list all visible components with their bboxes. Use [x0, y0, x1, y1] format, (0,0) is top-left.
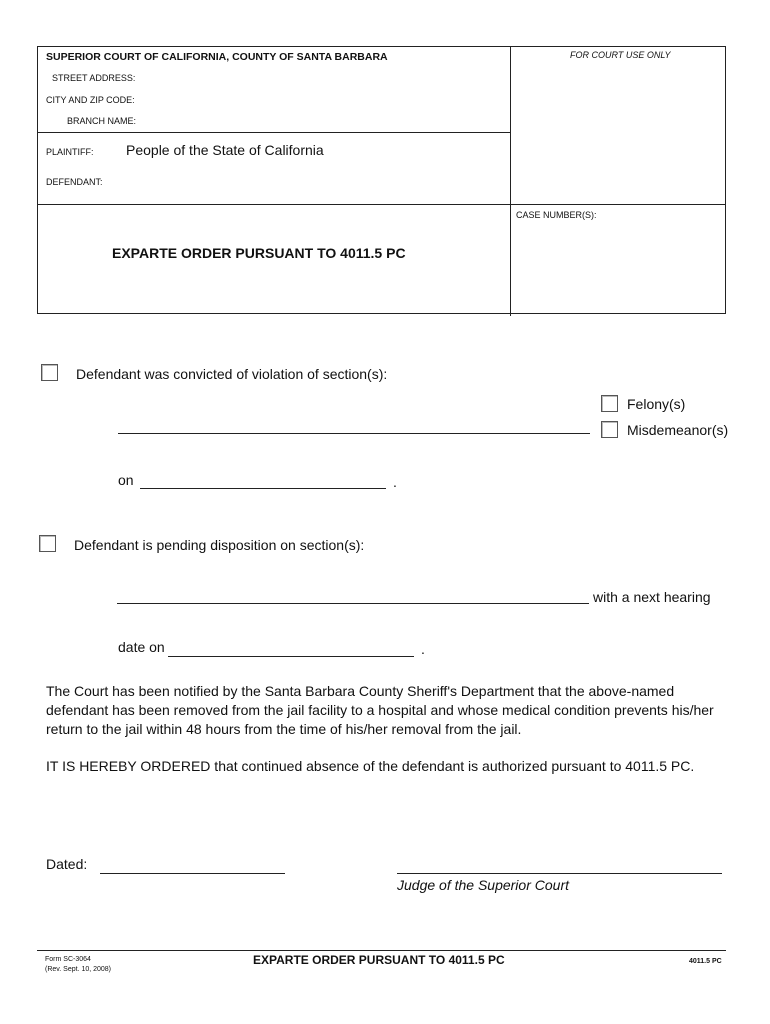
next-hearing-label: with a next hearing	[593, 589, 711, 605]
convicted-sections-field[interactable]	[118, 433, 590, 434]
footer-rule	[37, 950, 726, 951]
judge-label: Judge of the Superior Court	[397, 877, 569, 893]
case-number-label: CASE NUMBER(S):	[516, 210, 597, 220]
misdemeanor-checkbox[interactable]	[601, 421, 618, 438]
branch-name-label: BRANCH NAME:	[67, 116, 137, 126]
conviction-date-period: .	[393, 474, 397, 490]
footer-code: 4011.5 PC	[689, 958, 722, 965]
defendant-label: DEFENDANT:	[46, 177, 103, 187]
on-label: on	[118, 472, 134, 488]
conviction-date-field[interactable]	[140, 488, 386, 489]
felony-checkbox[interactable]	[601, 395, 618, 412]
felony-label: Felony(s)	[627, 396, 686, 412]
city-zip-label: CITY AND ZIP CODE:	[46, 95, 135, 105]
form-revision: (Rev. Sept. 10, 2008)	[45, 966, 112, 973]
court-use-label: FOR COURT USE ONLY	[570, 50, 671, 60]
dated-field[interactable]	[100, 873, 285, 874]
hearing-date-period: .	[421, 641, 425, 657]
date-on-label: date on	[118, 639, 165, 655]
form-number: Form SC-3064	[45, 956, 91, 963]
order-paragraph: IT IS HEREBY ORDERED that continued absence of the defendant is authorized pursuant to 4011.5 PC.	[46, 758, 695, 774]
pending-sections-field[interactable]	[117, 603, 589, 604]
convicted-checkbox[interactable]	[41, 364, 58, 381]
plaintiff-value: People of the State of California	[126, 142, 324, 158]
pending-label: Defendant is pending disposition on section(s):	[74, 537, 365, 553]
form-title: EXPARTE ORDER PURSUANT TO 4011.5 PC	[112, 245, 406, 261]
convicted-label: Defendant was convicted of violation of section(s):	[76, 366, 388, 382]
hearing-date-field[interactable]	[168, 656, 414, 657]
court-name: SUPERIOR COURT OF CALIFORNIA, COUNTY OF SANTA BARBARA	[46, 51, 388, 63]
plaintiff-label: PLAINTIFF:	[46, 147, 94, 157]
misdemeanor-label: Misdemeanor(s)	[627, 422, 729, 438]
pending-checkbox[interactable]	[39, 535, 56, 552]
judge-signature-field[interactable]	[397, 873, 722, 874]
footer-title: EXPARTE ORDER PURSUANT TO 4011.5 PC	[253, 953, 505, 967]
dated-label: Dated:	[46, 856, 88, 872]
notice-paragraph: The Court has been notified by the Santa Barbara County Sheriff's Department that the above-named defendant has been removed from the jail facility to a hospital and whose medical condition prevents his/her return to the jail within 48 hours from the time of his/her removal from the jail.	[46, 683, 714, 737]
street-address-label: STREET ADDRESS:	[52, 73, 136, 83]
